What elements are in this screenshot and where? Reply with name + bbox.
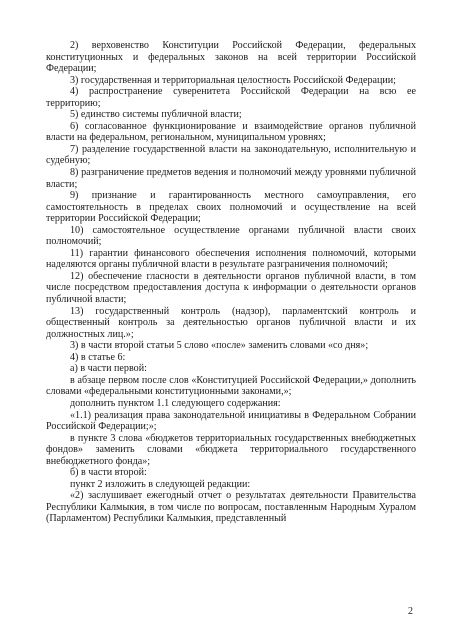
paragraph: 8) разграничение предметов ведения и полномочий между уровнями публичной власти; (46, 167, 416, 190)
paragraph: дополнить пунктом 1.1 следующего содержания: (70, 397, 281, 409)
paragraph: в абзаце первом после слов «Конституцией Российской Федерации,» дополнить словами «федеральными конституционными законами,»; (46, 374, 416, 398)
paragraph: 10) самостоятельное осуществление органами публичной власти своих полномочий; (46, 224, 416, 248)
paragraph: 11) гарантии финансового обеспечения исполнения полномочий, которыми наделяются органы публичной власти в результате разграничения полномочий; (46, 247, 416, 271)
paragraph: 12) обеспечение гласности в деятельности органов публичной власти, в том числе посредством предоставления доступа к информации о деятельности органов публичной власти; (46, 270, 416, 306)
paragraph: 9) признание и гарантированность местного самоуправления, его самостоятельность в пределах своих полномочий и осуществление на всей территории Российской Федерации; (46, 190, 416, 225)
paragraph: б) в части второй: (70, 467, 147, 479)
paragraph: 5) единство системы публичной власти; (70, 109, 242, 121)
paragraph: 3) государственная и территориальная целостность Российской Федерации; (70, 74, 396, 86)
paragraph: «1.1) реализация права законодательной инициативы в Федеральном Собрании Российской Федерации;»; (46, 409, 416, 433)
paragraph: в пункте 3 слова «бюджетов территориальных государственных внебюджетных фондов» заменить словами «бюджета территориального государственного внебюджетного фонда»; (46, 432, 416, 467)
paragraph: 4) в статье 6: (70, 351, 126, 363)
paragraph: пункт 2 изложить в следующей редакции: (70, 478, 251, 490)
paragraph: а) в части первой: (70, 363, 147, 375)
document-body (46, 40, 416, 525)
paragraph: 7) разделение государственной власти на законодательную, исполнительную и судебную; (46, 143, 416, 167)
paragraph: 4) распространение суверенитета Российской Федерации на всю ее территорию; (46, 86, 416, 109)
paragraph: 6) согласованное функционирование и взаимодействие органов публичной власти на федеральном, региональном, муниципальном уровнях; (46, 120, 416, 144)
paragraph: 2) верховенство Конституции Российской Федерации, федеральных конституционных и федеральных законов на всей территории Российской Федерации; (46, 40, 416, 75)
paragraph: 3) в части второй статьи 5 слово «после» заменить словами «со дня»; (70, 340, 369, 352)
page-number: 2 (408, 606, 413, 617)
paragraph: «2) заслушивает ежегодный отчет о результатах деятельности Правительства Республики Калмыкия, в том числе по вопросам, поставленным Народным Хуралом (Парламентом) Республики Калмыкия, представленный (46, 490, 416, 525)
paragraph: 13) государственный контроль (надзор), парламентский контроль и общественный контроль за деятельностью органов публичной власти и их должностных лиц.»; (46, 305, 416, 340)
